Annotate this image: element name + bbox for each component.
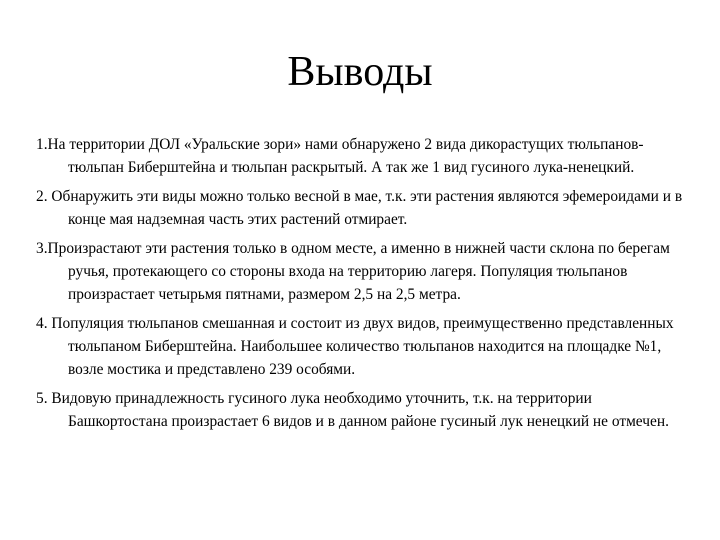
conclusion-item-4: 4. Популяция тюльпанов смешанная и состоит из двух видов, преимущественно представленных тюльпаном Биберштейна. Наибольшее количество тюльпанов находится на площадке №1, возле мостика и представлено 239 особями.: [36, 315, 674, 378]
conclusion-item-3: 3.Произрастают эти растения только в одном месте, а именно в нижней части склона по берегам ручья, протекающего со стороны входа на территорию лагеря. Популяция тюльпанов произрастает четырьмя пятнами, размером 2,5 на 2,5 метра.: [36, 240, 670, 303]
conclusions-list: [36, 133, 686, 439]
conclusion-item-1: 1.На территории ДОЛ «Уральские зори» нами обнаружено 2 вида дикорастущих тюльпанов-тюльпан Биберштейна и тюльпан раскрытый. А так же 1 вид гусиного лука-ненецкий.: [36, 136, 644, 176]
conclusion-item-5: 5. Видовую принадлежность гусиного лука необходимо уточнить, т.к. на территории Башкортостана произрастает 6 видов и в данном районе гусиный лук ненецкий не отмечен.: [36, 390, 669, 430]
conclusion-item-2: 2. Обнаружить эти виды можно только весной в мае, т.к. эти растения являются эфемероидами и в конце мая надземная часть этих растений отмирает.: [36, 188, 683, 228]
slide-title: Выводы: [287, 49, 433, 95]
